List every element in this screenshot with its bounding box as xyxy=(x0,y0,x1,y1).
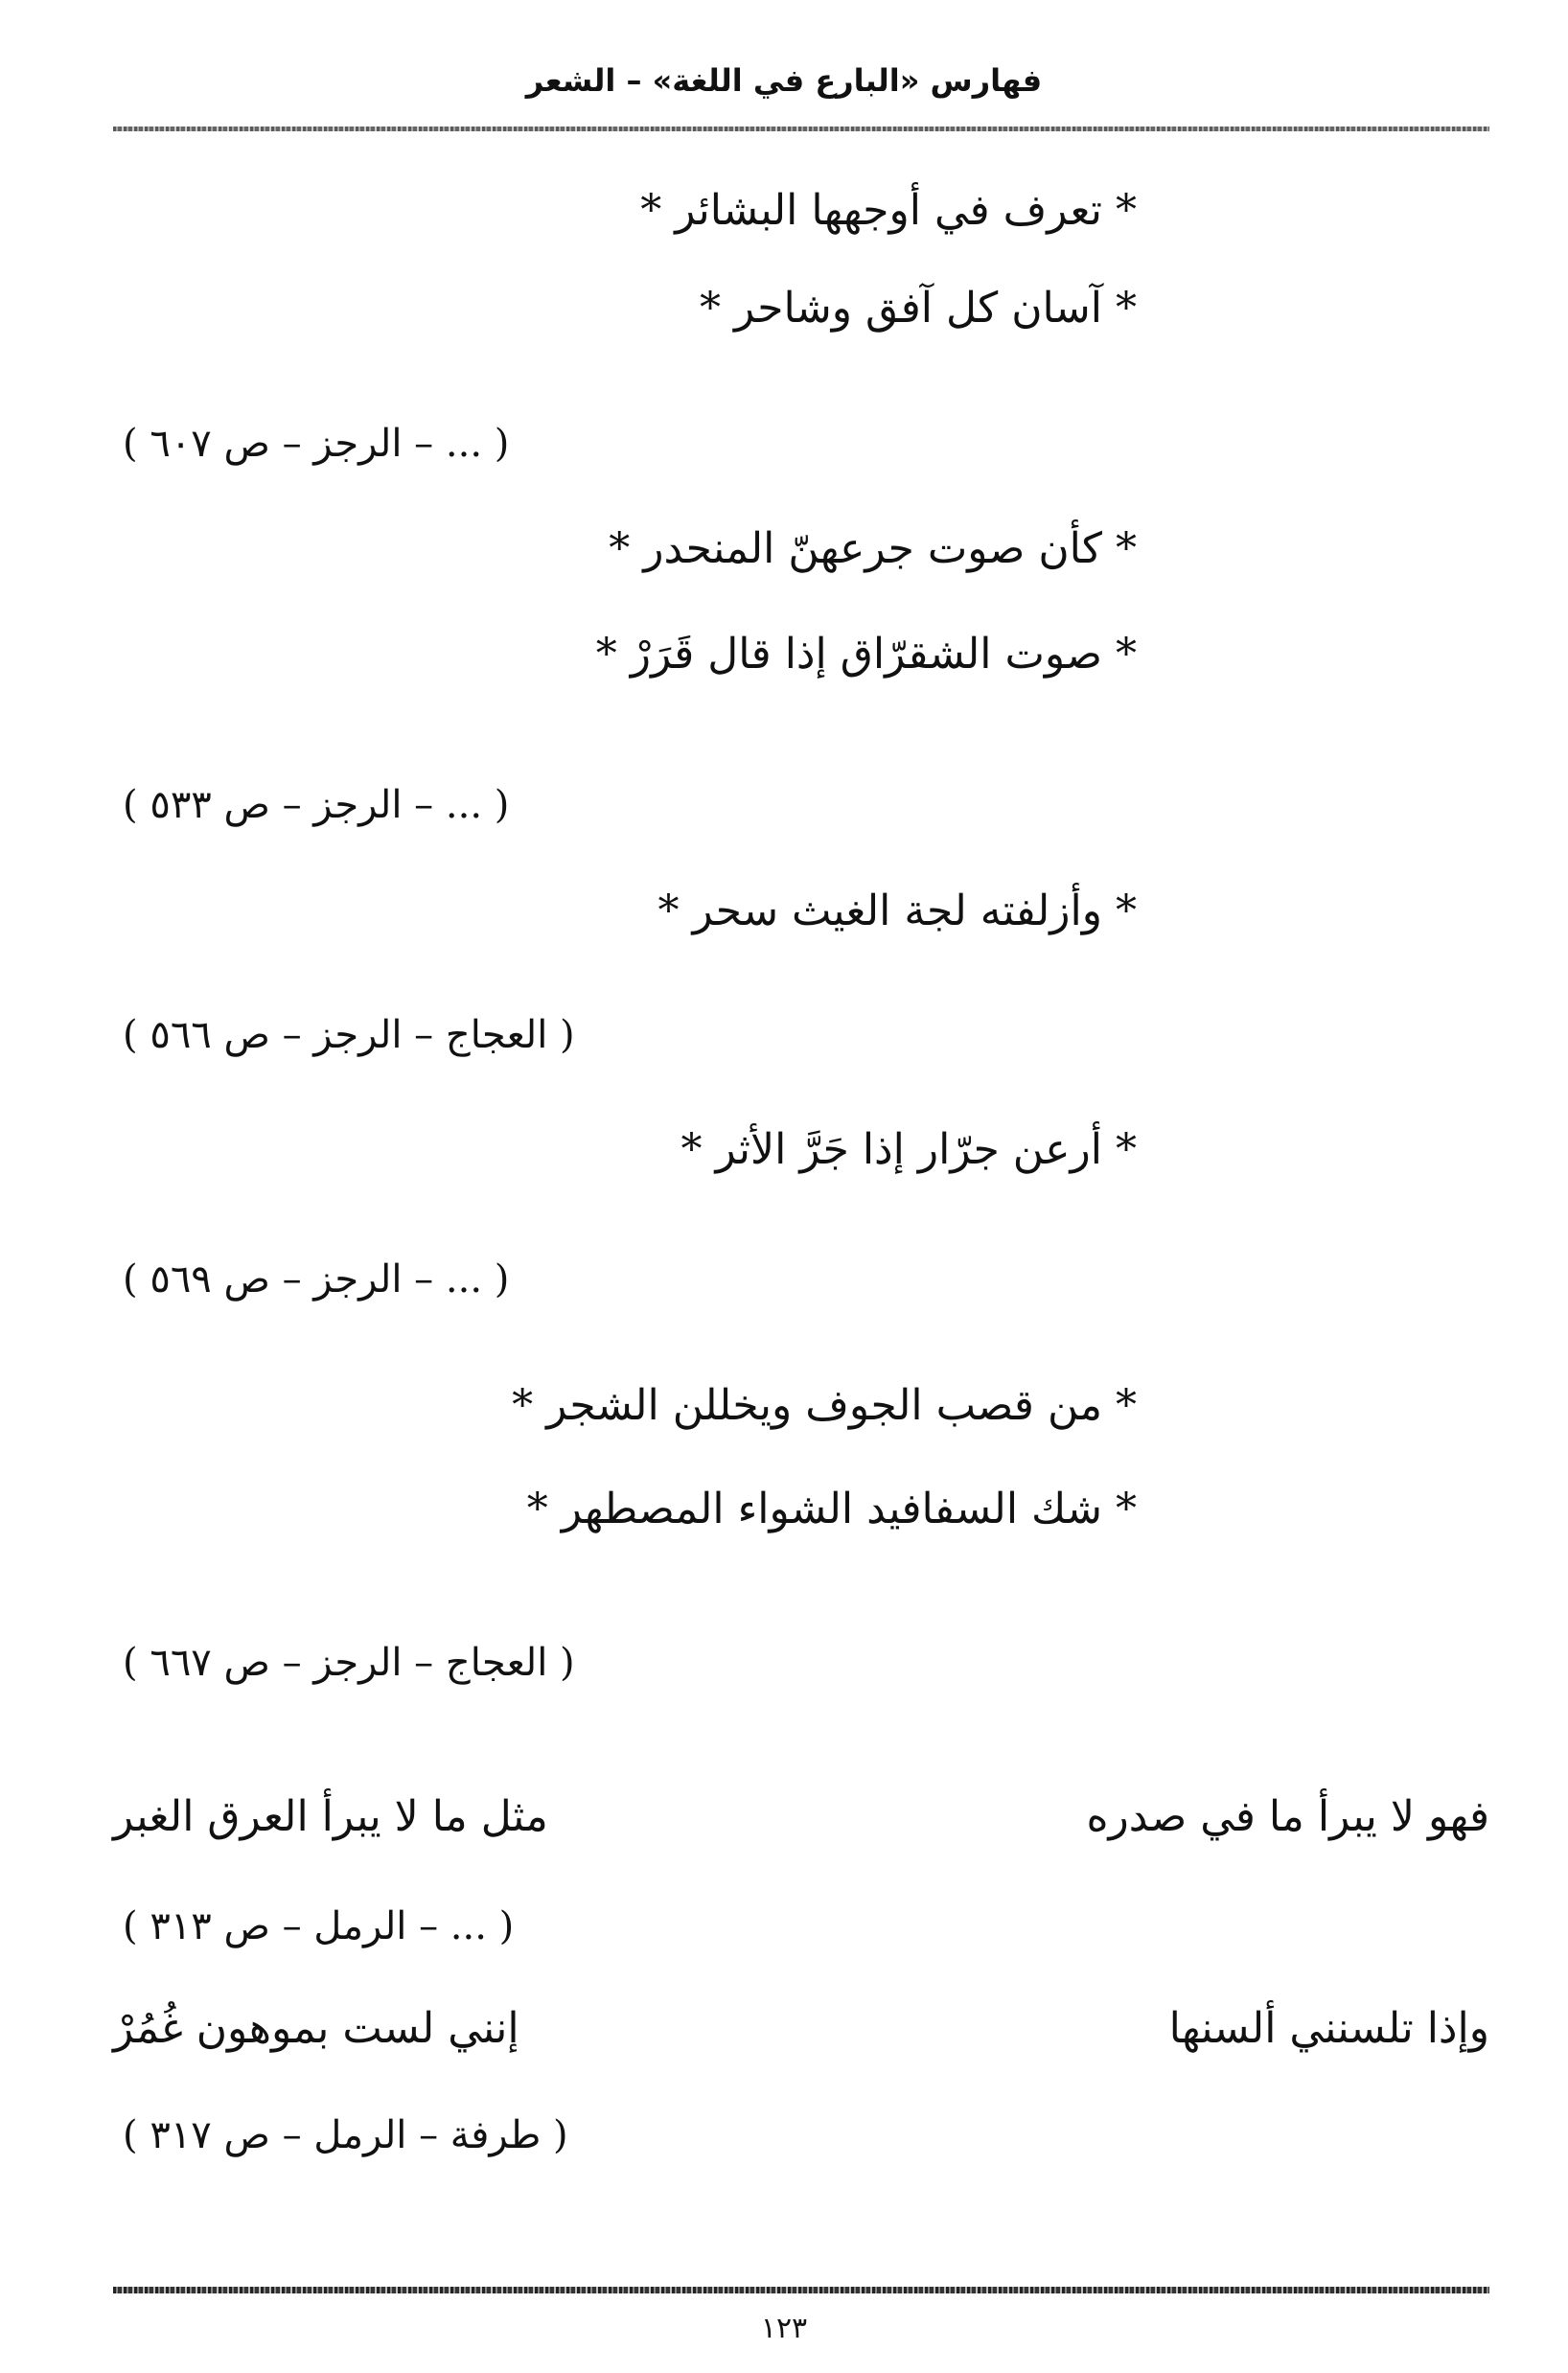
citation: ( ... – الرجز – ص ٥٦٩ ) xyxy=(123,1257,510,1302)
verse-line: * صوت الشقرّاق إذا قال قَرَرْ * xyxy=(595,630,1137,679)
footer-rule xyxy=(113,2287,1489,2293)
citation: ( العجاج – الرجز – ص ٦٦٧ ) xyxy=(123,1641,575,1685)
verse-line: * كأن صوت جرعهنّ المنحدر * xyxy=(609,524,1137,573)
citation: ( ... – الرجز – ص ٦٠٧ ) xyxy=(123,422,510,466)
page-number: ١٢٣ xyxy=(760,2312,808,2345)
verse-second-hemistich: إنني لست بموهون غُمُرْ xyxy=(113,2004,519,2053)
verse-line: * من قصب الجوف ويخللن الشجر * xyxy=(512,1381,1137,1430)
verse-first-hemistich: وإذا تلسنني ألسنها xyxy=(1168,2004,1489,2053)
verse-line: * آسان كل آفق وشاحر * xyxy=(700,284,1137,333)
verse-couplet xyxy=(113,1786,1489,1848)
citation: ( طرفة – الرمل – ص ٣١٧ ) xyxy=(123,2113,568,2157)
verse-line: * أرعن جرّار إذا جَرَّ الأثر * xyxy=(680,1125,1137,1174)
running-header: فهارس «البارع في اللغة» – الشعر xyxy=(525,62,1043,99)
verse-couplet xyxy=(113,1998,1489,2060)
verse-first-hemistich: فهو لا يبرأ ما في صدره xyxy=(1086,1792,1489,1841)
citation: ( ... – الرمل – ص ٣١٣ ) xyxy=(123,1904,515,1948)
verse-line: * تعرف في أوجهها البشائر * xyxy=(640,186,1137,235)
verse-second-hemistich: مثل ما لا يبرأ العرق الغبر xyxy=(113,1792,548,1841)
verse-line: * شك السفافيد الشواء المصطهر * xyxy=(526,1485,1137,1533)
citation: ( العجاج – الرجز – ص ٥٦٦ ) xyxy=(123,1013,575,1057)
citation: ( ... – الرجز – ص ٥٣٣ ) xyxy=(123,783,510,827)
header-rule xyxy=(113,127,1489,131)
verse-line: * وأزلفته لجة الغيث سحر * xyxy=(657,887,1137,935)
